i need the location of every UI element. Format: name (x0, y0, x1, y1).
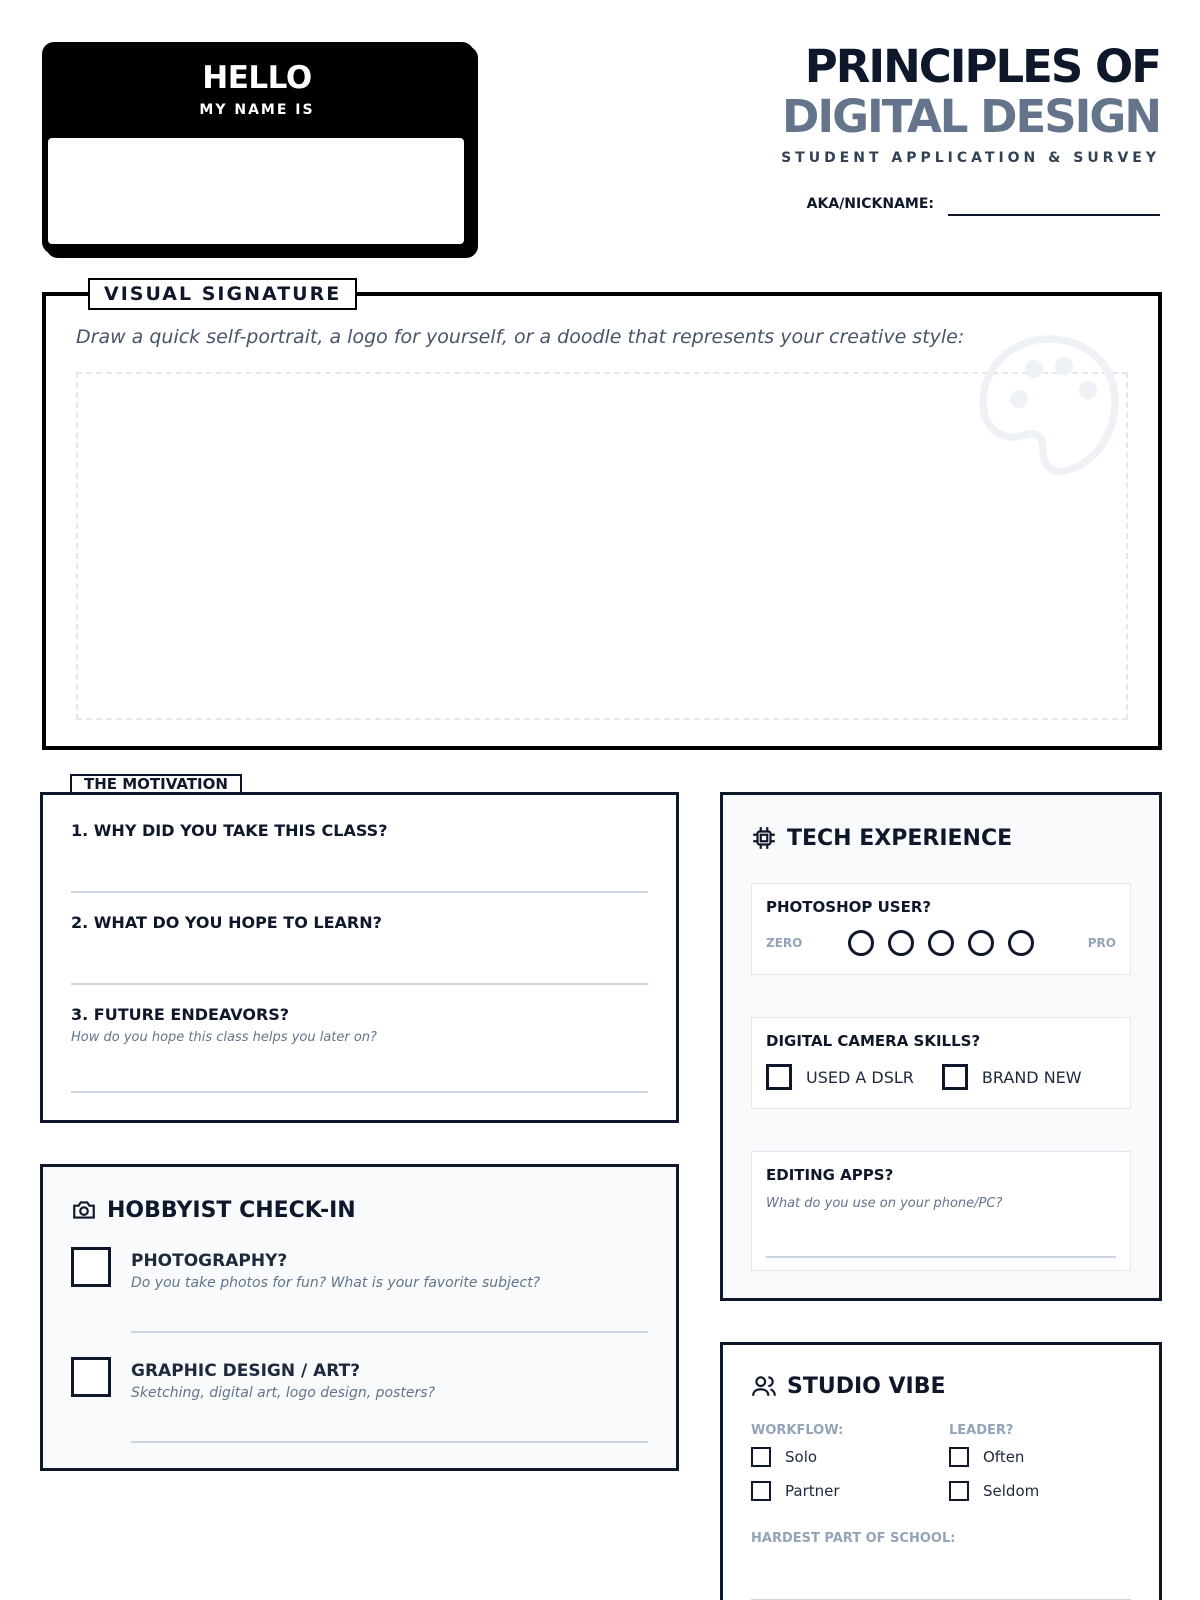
often-checkbox[interactable] (949, 1447, 969, 1467)
camera-label: DIGITAL CAMERA SKILLS? (766, 1032, 981, 1050)
rating-circles (826, 930, 1056, 956)
hobby-graphic-design (71, 1357, 648, 1447)
hobby-hint: Do you take photos for fun? What is your favorite subject? (131, 1275, 541, 1291)
camera-icon (71, 1197, 97, 1223)
dslr-checkbox[interactable] (766, 1064, 792, 1090)
answer-line[interactable] (71, 1091, 648, 1093)
hobby-title (71, 1197, 356, 1223)
photoshop-question (751, 883, 1131, 975)
signature-instruction: Draw a quick self-portrait, a logo for yourself, or a doodle that represents your creative style: (76, 326, 965, 348)
name-input-area[interactable] (48, 138, 464, 244)
question-label: 2. WHAT DO YOU HOPE TO LEARN? (71, 913, 382, 932)
aka-input-line[interactable] (948, 190, 1160, 216)
hobby-answer-line[interactable] (131, 1441, 648, 1443)
brand-new-label: BRAND NEW (981, 1067, 1082, 1087)
signature-section (42, 292, 1162, 750)
question-2 (71, 913, 648, 985)
seldom-label: Seldom (983, 1482, 1040, 1500)
title-line-2: DIGITAL DESIGN (782, 90, 1160, 143)
tech-experience-card (720, 792, 1162, 1301)
editing-label: EDITING APPS? (766, 1166, 894, 1184)
signature-tab: VISUAL SIGNATURE (88, 278, 357, 310)
scale-min-label: ZERO (766, 936, 803, 950)
studio-vibe-card (720, 1342, 1162, 1600)
hardest-part-label: HARDEST PART OF SCHOOL: (751, 1531, 956, 1546)
hobby-photography (71, 1247, 648, 1337)
tech-title-text: TECH EXPERIENCE (787, 825, 1013, 851)
solo-label: Solo (785, 1448, 818, 1466)
drawing-area[interactable] (76, 372, 1128, 720)
title-line-1: PRINCIPLES OF (804, 40, 1160, 93)
rating-option-3[interactable] (928, 930, 954, 956)
hobby-answer-line[interactable] (131, 1331, 648, 1333)
hobby-title-text: HOBBYIST CHECK-IN (107, 1197, 356, 1223)
question-1 (71, 821, 648, 893)
hobby-hint: Sketching, digital art, logo design, posters? (131, 1385, 435, 1401)
name-tag-hello: HELLO (202, 59, 312, 96)
name-tag-header (48, 42, 466, 138)
editing-question (751, 1151, 1131, 1271)
scale-max-label: PRO (1087, 936, 1116, 950)
editing-answer-line[interactable] (766, 1256, 1116, 1258)
question-label: 3. FUTURE ENDEAVORS? (71, 1005, 290, 1024)
camera-options (766, 1064, 1110, 1090)
dslr-label: USED A DSLR (806, 1067, 914, 1087)
rating-option-4[interactable] (968, 930, 994, 956)
tech-title (751, 825, 1012, 851)
motivation-tab: THE MOTIVATION (70, 774, 242, 794)
studio-title-text: STUDIO VIBE (787, 1373, 946, 1399)
workflow-label: WORKFLOW: (751, 1423, 844, 1438)
answer-line[interactable] (71, 983, 648, 985)
aka-field (807, 190, 1160, 216)
graphic-design-checkbox[interactable] (71, 1357, 111, 1397)
rating-option-5[interactable] (1008, 930, 1034, 956)
name-tag-subtitle: MY NAME IS (199, 101, 315, 118)
motivation-card (40, 792, 679, 1123)
hobbyist-card (40, 1164, 679, 1471)
workflow-solo (751, 1447, 817, 1467)
often-label: Often (983, 1448, 1025, 1466)
hobby-text (131, 1251, 648, 1291)
photoshop-label: PHOTOSHOP USER? (766, 898, 932, 916)
hobby-label: GRAPHIC DESIGN / ART? (131, 1361, 361, 1381)
studio-title (751, 1373, 946, 1399)
workflow-partner (751, 1481, 840, 1501)
answer-line[interactable] (71, 891, 648, 893)
leader-often (949, 1447, 1024, 1467)
chip-icon (751, 825, 777, 851)
palette-icon (974, 330, 1124, 480)
leader-label: LEADER? (949, 1423, 1014, 1438)
partner-label: Partner (785, 1482, 840, 1500)
rating-option-2[interactable] (888, 930, 914, 956)
leader-seldom (949, 1481, 1039, 1501)
page-subtitle: STUDENT APPLICATION & SURVEY (781, 150, 1160, 166)
question-hint: How do you hope this class helps you later on? (71, 1030, 377, 1045)
editing-hint: What do you use on your phone/PC? (766, 1196, 1003, 1211)
hobby-label: PHOTOGRAPHY? (131, 1251, 288, 1271)
question-label: 1. WHY DID YOU TAKE THIS CLASS? (71, 821, 388, 840)
brand-new-checkbox[interactable] (942, 1064, 968, 1090)
title-block (740, 42, 1160, 166)
users-icon (751, 1373, 777, 1399)
solo-checkbox[interactable] (751, 1447, 771, 1467)
photoshop-scale (766, 930, 1116, 956)
rating-option-1[interactable] (848, 930, 874, 956)
question-3 (71, 1005, 648, 1095)
hobby-text (131, 1361, 648, 1401)
photography-checkbox[interactable] (71, 1247, 111, 1287)
aka-label: AKA/NICKNAME: (806, 196, 934, 212)
seldom-checkbox[interactable] (949, 1481, 969, 1501)
partner-checkbox[interactable] (751, 1481, 771, 1501)
name-tag (42, 42, 474, 254)
camera-question (751, 1017, 1131, 1109)
